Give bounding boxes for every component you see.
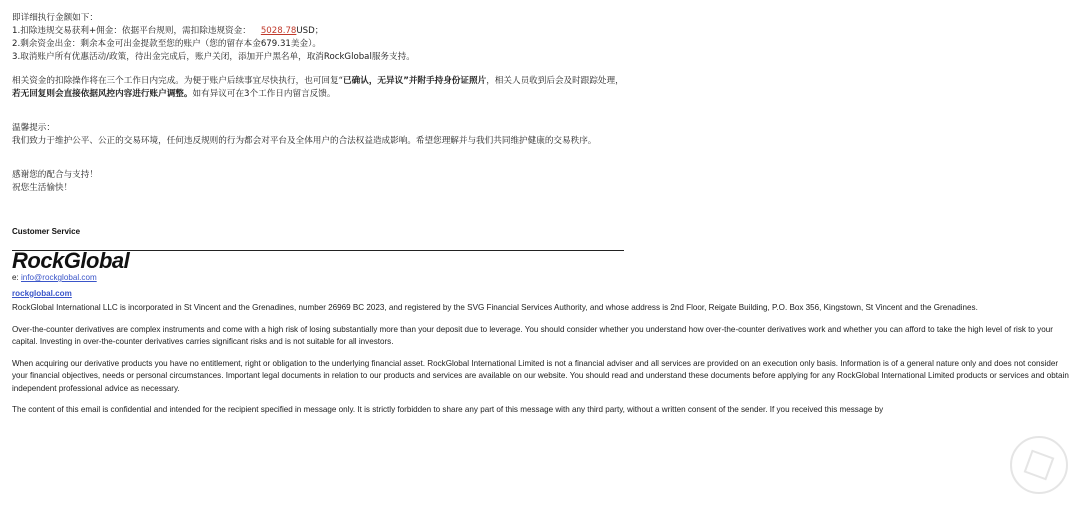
deduction-currency: USD； <box>296 26 324 36</box>
email-link[interactable]: info@rockglobal.com <box>21 273 97 282</box>
tip-title: 温馨提示： <box>12 123 55 133</box>
confidentiality-disclaimer: The content of this email is confidential and intended for the recipient specified in message only. It is strictly forbidden to share any part of this message with any third party, without a written consent of the sender. If you received this message by <box>12 405 884 414</box>
process-text-end: ，相关人员收到后会及时跟踪处理， <box>486 76 624 86</box>
wish-line: 祝您生活愉快！ <box>12 183 73 193</box>
process-text: 相关资金的扣除操作将在三个工作日内完成。为便于账户后续事宜尽快执行，也可回复“ <box>12 76 344 86</box>
intro-line: 即详细执行金额如下： <box>12 13 98 23</box>
process-line <box>12 75 1070 88</box>
email-label: e: <box>12 273 21 282</box>
email-body <box>12 12 1070 417</box>
warning-bold: 若无回复则会直接依据风控内容进行账户调整。 <box>12 89 193 99</box>
website-row <box>12 288 1070 301</box>
warning-rest: 如有异议可在3个工作日内留言反馈。 <box>192 89 336 99</box>
watermark-icon <box>1004 430 1074 500</box>
confirm-phrase: 已确认，无异议”并附手持身份证照片 <box>343 76 487 86</box>
signature-email-row <box>12 272 1070 285</box>
company-disclaimer: RockGlobal International LLC is incorporated in St Vincent and the Grenadines, number 26969 BC 2023, and registered by the SVG Financial Services Authority, and whose address is 2nd Floor, Reigate Building, P.O. Box 356, Kingstown, St Vincent and the Grenadines. <box>12 303 978 312</box>
signature-title: Customer Service <box>12 227 81 236</box>
risk-disclaimer: Over-the-counter derivatives are complex instruments and come with a high risk of losing substantially more than your deposit due to leverage. You should consider whether you understand how over-the-counter derivatives work and whether you can afford to take the high level of risk to your capital. Investing in over-the-counter derivatives carries significant risks and is not suitable for all investors. <box>12 324 1053 346</box>
deduction-amount: 5028.78 <box>260 26 297 36</box>
rockglobal-logo: RockGlobal <box>12 248 130 273</box>
withdrawal-item: 2.剩余资金出金：剩余本金可出金提款至您的账户（您的留存本金679.31美金）。 <box>12 39 321 49</box>
warning-line <box>12 88 1070 101</box>
entitlement-disclaimer: When acquiring our derivative products you have no entitlement, right or obligation to the underlying financial asset. RockGlobal International Limited is not a financial adviser and all services are provided on an execution only basis. Information is of a general nature only and does not consider your financial objectives, needs or personal circumstances. Important legal documents in relation to our products and services are available on our website. You should read and understand these documents before applying for any RockGlobal International Limited products or services and obtain independent professional advice as necessary. <box>12 358 1069 393</box>
deduction-item <box>12 25 1070 38</box>
deduction-label: 1.扣除违规交易获利+佣金：依据平台规则，需扣除违规资金： <box>12 26 251 36</box>
tip-body: 我们致力于维护公平、公正的交易环境，任何违反规则的行为都会对平台及全体用户的合法权益造成影响。希望您理解并与我们共同维护健康的交易秩序。 <box>12 136 597 146</box>
thanks-line: 感谢您的配合与支持！ <box>12 170 98 180</box>
website-link[interactable]: rockglobal.com <box>12 288 72 298</box>
cancellation-item: 3.取消账户所有优惠活动/政策，待出金完成后，账户关闭，添加开户黑名单，取消RockGlobal服务支持。 <box>12 52 415 62</box>
